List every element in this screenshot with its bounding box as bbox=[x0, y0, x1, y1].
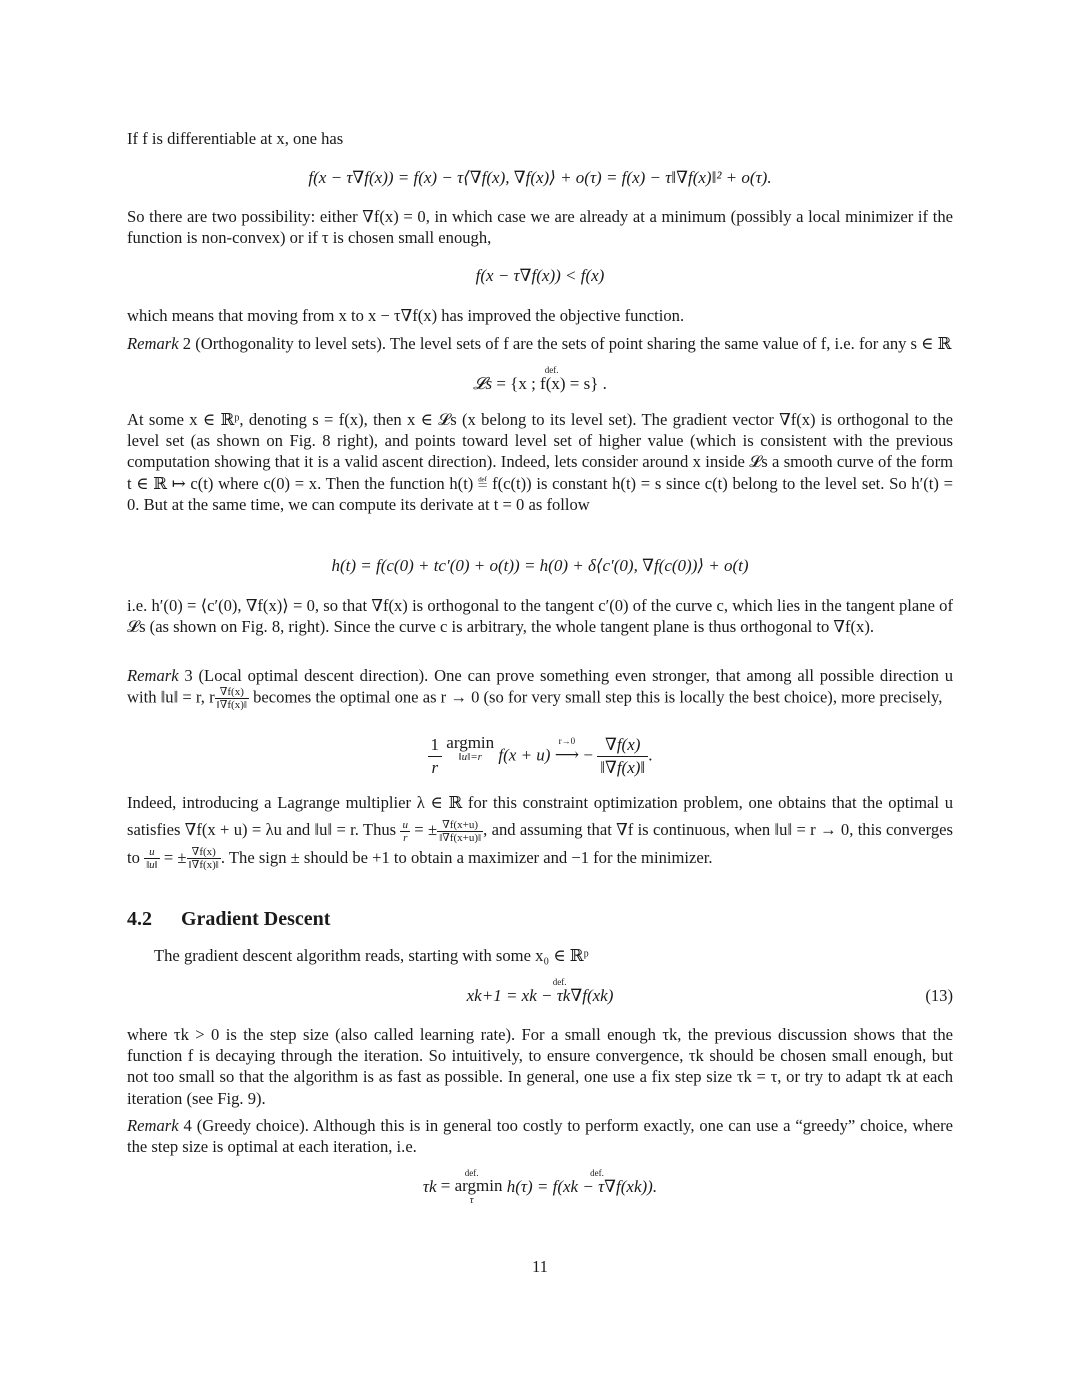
remark-2-number: 2 bbox=[182, 334, 192, 353]
fraction-u-over-r: $\frac{u}{r}$ bbox=[402, 818, 408, 844]
section-heading bbox=[127, 908, 330, 931]
minus-sign: − bbox=[583, 745, 593, 765]
remark-2 bbox=[127, 333, 953, 354]
remark-4 bbox=[127, 1115, 953, 1157]
remark-3-text-b: becomes the optimal one as r → 0 (so for very small step this is locally the best choice), more precisely, bbox=[253, 687, 943, 707]
one-over-r: $\frac{1}{r}$ bbox=[428, 734, 443, 779]
argmin-operator: argmin ‖u‖=r bbox=[446, 733, 495, 763]
normalized-gradient-big: $\frac{\nabla f(x)}{‖\nabla f(x)‖}$ bbox=[597, 734, 648, 779]
remark-3-label: Remark bbox=[127, 666, 179, 685]
remark-3 bbox=[127, 665, 953, 711]
page-number: 11 bbox=[532, 1257, 548, 1276]
remark-3-number: 3 bbox=[184, 666, 193, 685]
remark-4-number: 4 bbox=[183, 1116, 192, 1135]
fraction-u-over-norm: $\frac{u}{‖u‖}$ bbox=[146, 846, 158, 872]
paragraph-two-possibilities: So there are two possibility: either ∇f(x) = 0, in which case we are already at a minimum (possibly a local minimizer if the function is non-convex) or if τ is chosen small enough, bbox=[127, 207, 953, 248]
paragraph-improved: which means that moving from x to x − τ∇f(x) has improved the objective function. bbox=[127, 306, 685, 325]
equation-number: (13) bbox=[925, 986, 953, 1005]
fraction-grad-xu: $\frac{\nabla f(x+u)}{‖\nabla f(x+u)‖}$ bbox=[439, 818, 482, 844]
equation-greedy: τk def. = argmin τ h(τ) def. = f(xk − τ∇f(xk)). bbox=[422, 1168, 658, 1206]
level-set-lhs: 𝓛s bbox=[473, 374, 493, 393]
equation-gradient-descent: xk+1 def. = xk − τk∇f(xk) (13) bbox=[466, 977, 953, 1005]
equation-argmin-limit: $\frac{1}{r}$ argmin ‖u‖=r f(x + u) r→0 ⟶ − $\frac{\nabla f(x)}{‖\nabla f(x)‖}$ . bbox=[127, 734, 953, 779]
normalized-gradient-fraction: $\frac{\nabla f(x)}{‖\nabla f(x)‖}$ bbox=[216, 686, 247, 712]
remark-2-title: (Orthogonality to level sets). bbox=[195, 334, 387, 353]
paragraph-gd-intro: The gradient descent algorithm reads, starting with some x₀ ∈ ℝᵖ bbox=[154, 946, 589, 965]
intro-text: If f is differentiable at x, one has bbox=[127, 129, 344, 148]
equation-level-set bbox=[127, 365, 953, 394]
section-number: 4.2 bbox=[127, 908, 152, 930]
paragraph-lagrange: Indeed, introducing a Lagrange multiplier λ ∈ ℝ for this constraint optimization problem, one obtains that the optimal u satisfies ∇f(x + u) = λu and ‖u‖ = r. Thus $\frac{u}{r}$ = ± $\frac{\nabla f(x+u)}{‖\nabla f(x+u)‖}$ , and assuming that ∇f is continuous, when ‖u‖ = r → 0, this converges to $\frac{u}{‖u‖}$ = ± $\frac{\nabla f(x)}{‖\nabla f(x)‖}$ . The sign ± should be +1 to obtain a maximizer and −1 for the minimizer. bbox=[127, 793, 953, 872]
remark-4-title: (Greedy choice). bbox=[196, 1116, 309, 1135]
paragraph-step-size: where τk > 0 is the step size (also called learning rate). For a small enough τk, the previous discussion shows that the function f is decaying through the iteration. So intuitively, to ensure convergence, τk should be chosen small enough, but not too small so that the algorithm is as fast as possible. In general, one use a fix step size τk = τ, or try to adapt τk at each iteration (see Fig. 9). bbox=[127, 1025, 953, 1108]
equation-taylor: f(x − τ∇f(x)) = f(x) − τ⟨∇f(x), ∇f(x)⟩ + o(τ) = f(x) − τ‖∇f(x)‖² + o(τ). bbox=[308, 168, 772, 187]
limit-arrow: r→0 ⟶ bbox=[554, 736, 580, 765]
equation-curve-derivative: h(t) = f(c(0) + tc′(0) + o(t)) = h(0) + δ⟨c′(0), ∇f(c(0))⟩ + o(t) bbox=[331, 556, 749, 575]
remark-3-text-a: One can prove something even stronger, that among all possible direction u with ‖u‖ = r, r bbox=[127, 666, 954, 707]
remark-4-label: Remark bbox=[127, 1116, 179, 1135]
remark-2-text: The level sets of f are the sets of point sharing the same value of f, i.e. for any s ∈ ℝ bbox=[389, 334, 952, 353]
remark-2-label: Remark bbox=[127, 334, 179, 353]
fraction-grad-x: $\frac{\nabla f(x)}{‖\nabla f(x)‖}$ bbox=[188, 846, 219, 872]
level-set-rhs: = {x ; f(x) = s} . bbox=[496, 374, 607, 393]
equation-decrease: f(x − τ∇f(x)) < f(x) bbox=[475, 266, 605, 285]
remark-4-text: Although this is in general too costly to perform exactly, one can use a “greedy” choice, where the step size is optimal at each iteration, i.e. bbox=[127, 1116, 953, 1157]
paragraph-level-set: At some x ∈ ℝᵖ, denoting s = f(x), then x ∈ 𝓛s (x belong to its level set). The gradient vector ∇f(x) is orthogonal to the level set (as shown on Fig. 8 right), and points toward level set of higher value (which is consistent with the previous computation showing that it is a valid ascent direction). Indeed, lets consider around x inside 𝓛s a smooth curve of the form t ∈ ℝ ↦ c(t) where c(0) = x. Then the function h(t) ≝ f(c(t)) is constant h(t) = s since c(t) belong to the level set. So h′(t) = 0. But at the same time, we can compute its derivate at t = 0 as follow bbox=[127, 410, 953, 514]
def-label: def. bbox=[544, 365, 559, 375]
remark-3-title: (Local optimal descent direction). bbox=[198, 666, 429, 685]
section-title: Gradient Descent bbox=[181, 908, 331, 930]
paragraph-orthogonal: i.e. h′(0) = ⟨c′(0), ∇f(x)⟩ = 0, so that ∇f(x) is orthogonal to the tangent c′(0) of the curve c, which lies in the tangent plane of 𝓛s (as shown on Fig. 8, right). Since the curve c is arbitrary, the whole tangent plane is thus orthogonal to ∇f(x). bbox=[127, 596, 953, 637]
objective-term: f(x + u) bbox=[498, 745, 551, 765]
